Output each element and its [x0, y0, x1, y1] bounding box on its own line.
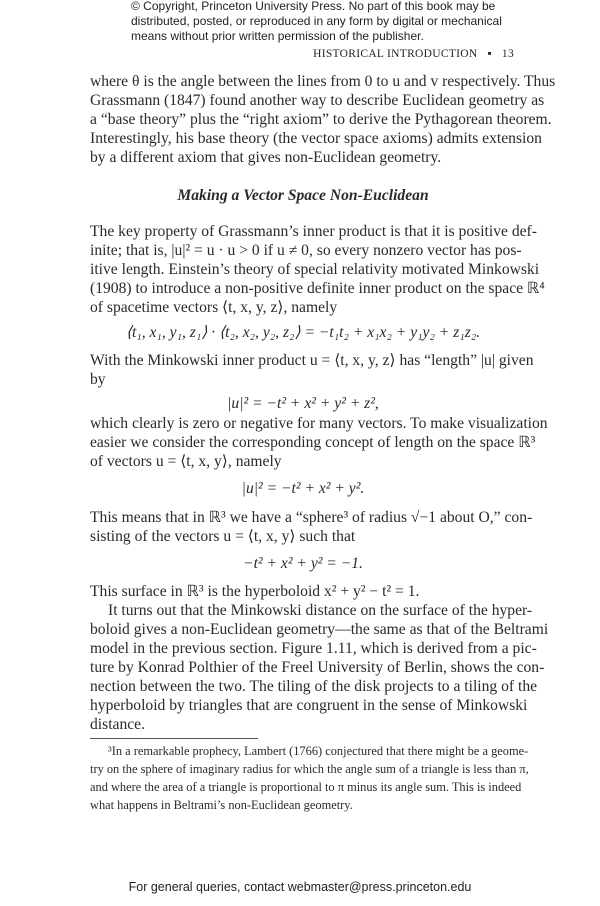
footnote-line: and where the area of a triangle is proportional to π minus its angle sum. This is indeed: [90, 780, 522, 794]
text-line: by: [90, 371, 106, 388]
equation-inner-product: ⟨t₁, x₁, y₁, z₁⟩ · ⟨t₂, x₂, y₂, z₂⟩ = −t₁t₂ + x₁x₂ + y₁y₂ + z₁z₂.: [125, 324, 481, 341]
footnote-rule: [90, 738, 258, 739]
text-line: This surface in ℝ³ is the hyperboloid x² + y² − t² = 1.: [90, 583, 420, 600]
text-line: Grassmann (1847) found another way to describe Euclidean geometry as: [90, 92, 545, 109]
running-head: [313, 47, 514, 61]
text-line: hyperboloid by triangles that are congruent in the sense of Minkowski: [90, 697, 528, 714]
footer-contact: For general queries, contact webmaster@press.princeton.edu: [128, 880, 472, 894]
text-line: nection between the two. The tiling of the disk projects to a tiling of the: [90, 678, 538, 695]
text-line: It turns out that the Minkowski distance on the surface of the hyper-: [108, 602, 533, 619]
text-line: distance.: [90, 716, 145, 733]
text-line: easier we consider the corresponding concept of length on the space ℝ³: [90, 434, 536, 451]
equation-length-4d: |u|² = −t² + x² + y² + z²,: [227, 395, 379, 412]
equation-length-3d: |u|² = −t² + x² + y².: [241, 480, 365, 497]
text-line: a “base theory” plus the “right axiom” to derive the Pythagorean theorem.: [90, 111, 552, 128]
text-line: Interestingly, his base theory (the vector space axioms) admits extension: [90, 130, 542, 147]
text-line: sisting of the vectors u = ⟨t, x, y⟩ such that: [90, 528, 356, 545]
text-line: (1908) to introduce a non-positive definite inner product on the space ℝ⁴: [90, 280, 545, 297]
text-line: where θ is the angle between the lines from 0 to u and v respectively. Thus: [90, 73, 556, 90]
copyright-line: means without prior written permission of the publisher.: [131, 29, 424, 43]
footnote-line: what happens in Beltrami’s non-Euclidean geometry.: [90, 798, 353, 812]
copyright-line: © Copyright, Princeton University Press. No part of this book may be: [131, 0, 496, 13]
page-number: 13: [501, 48, 514, 60]
footnote-line: ³In a remarkable prophecy, Lambert (1766) conjectured that there might be a geome-: [108, 744, 529, 758]
text-line: This means that in ℝ³ we have a “sphere³ of radius √−1 about O,” con-: [90, 509, 533, 526]
section-heading: Making a Vector Space Non-Euclidean: [177, 187, 429, 204]
text-line: ture by Konrad Polthier of the Freel University of Berlin, shows the con-: [90, 659, 545, 676]
copyright-line: distributed, posted, or reproduced in any form by digital or mechanical: [131, 14, 502, 28]
text-line: The key property of Grassmann’s inner product is that it is positive def-: [90, 223, 537, 240]
text-line: model in the previous section. Figure 1.11, which is derived from a pic-: [90, 640, 537, 657]
running-head-separator: ▪: [487, 48, 492, 60]
text-line: boloid gives a non-Euclidean geometry—the same as that of the Beltrami: [90, 621, 549, 638]
text-line: by a different axiom that gives non-Euclidean geometry.: [90, 149, 442, 166]
text-line: which clearly is zero or negative for many vectors. To make visualization: [90, 415, 548, 432]
text-line: With the Minkowski inner product u = ⟨t, x, y, z⟩ has “length” |u| given: [90, 352, 534, 369]
equation-sphere: −t² + x² + y² = −1.: [243, 555, 363, 572]
text-line: of vectors u = ⟨t, x, y⟩, namely: [90, 453, 282, 470]
running-head-title: HISTORICAL INTRODUCTION: [313, 48, 478, 60]
text-line: itive length. Einstein’s theory of special relativity motivated Minkowski: [90, 261, 540, 278]
footnote-line: try on the sphere of imaginary radius for which the angle sum of a triangle is less than π,: [90, 762, 529, 776]
text-line: inite; that is, |u|² = u · u > 0 if u ≠ 0, so every nonzero vector has pos-: [90, 242, 522, 259]
text-line: of spacetime vectors ⟨t, x, y, z⟩, namely: [90, 299, 338, 316]
copyright-notice: [131, 0, 502, 44]
